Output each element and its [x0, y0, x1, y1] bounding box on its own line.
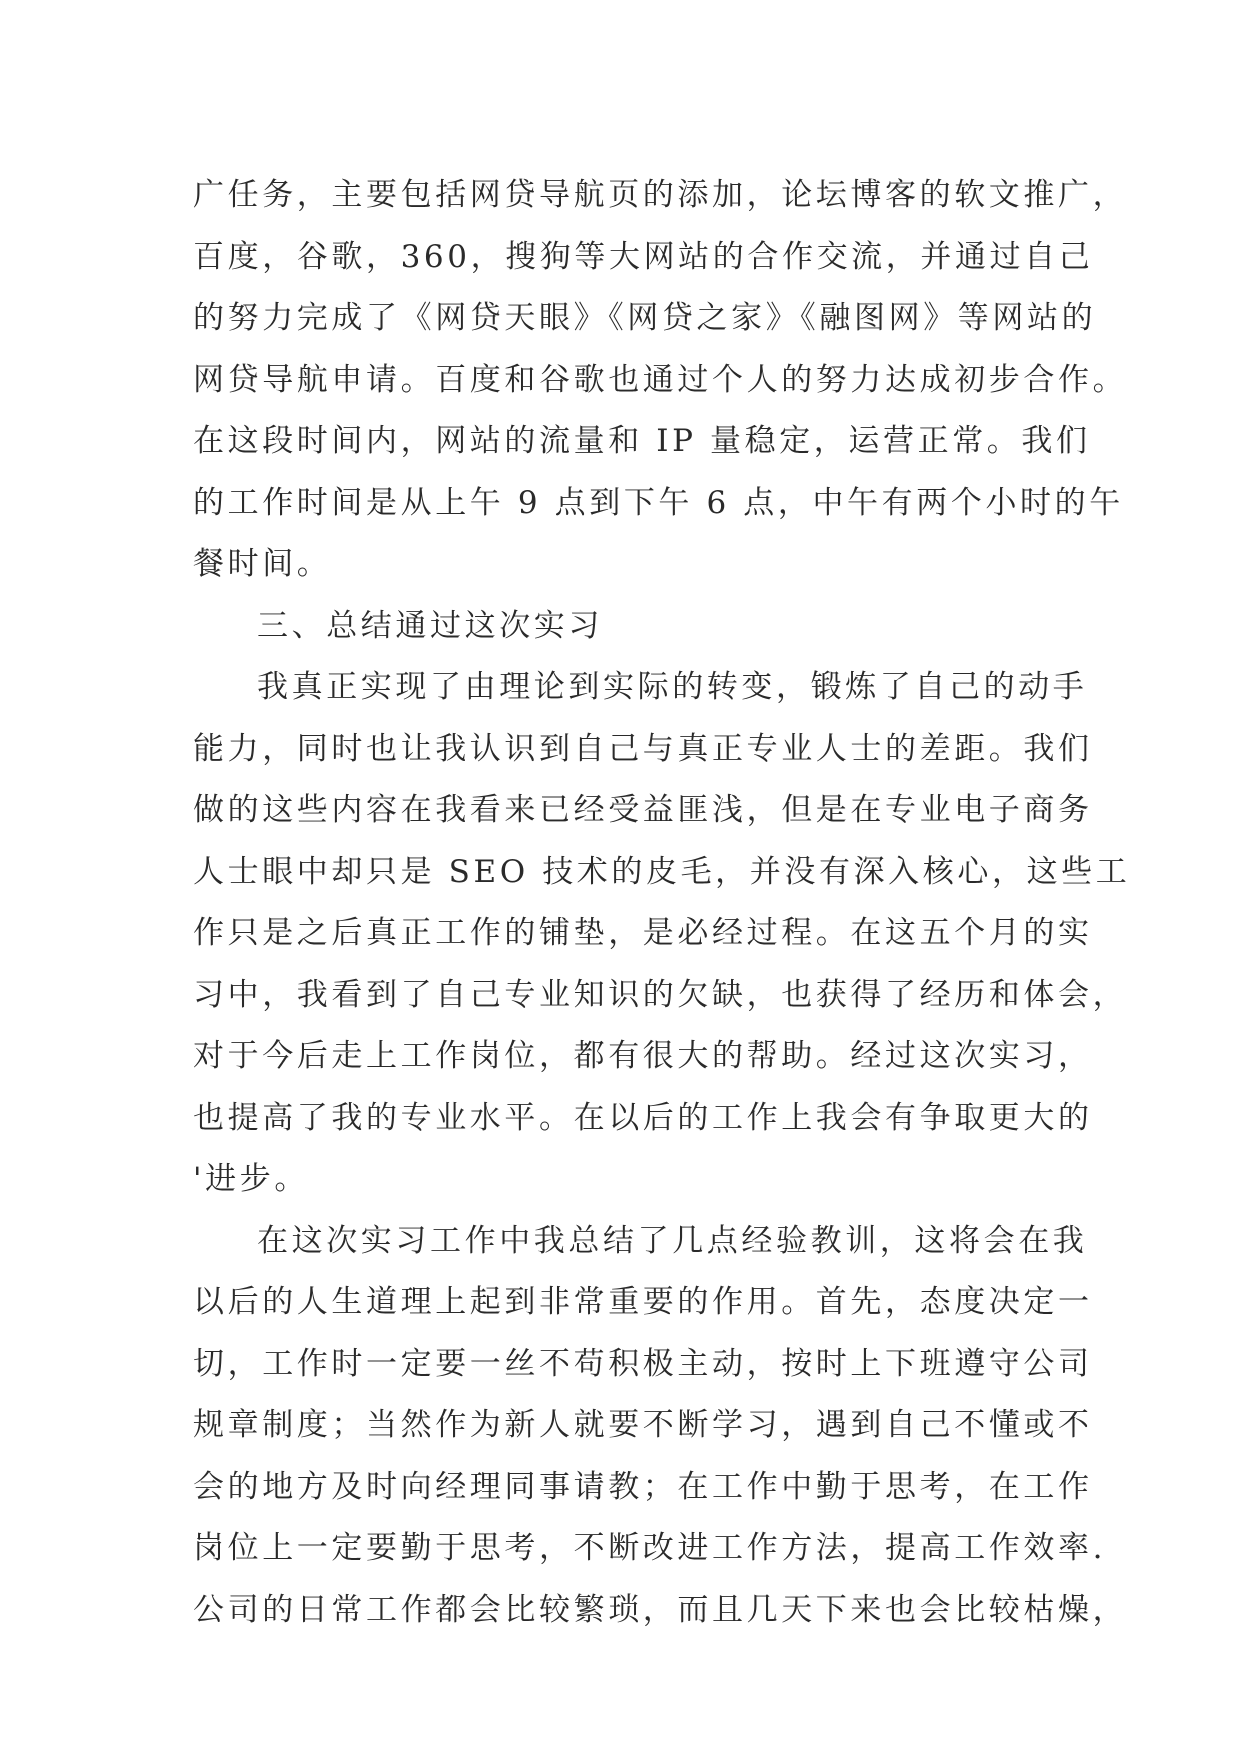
text-line: 会的地方及时向经理同事请教；在工作中勤于思考，在工作: [193, 1468, 1093, 1505]
text-line: 在这次实习工作中我总结了几点经验教训，这将会在我: [257, 1222, 1088, 1259]
text-line: 我真正实现了由理论到实际的转变，锻炼了自己的动手: [257, 669, 1088, 705]
text-line: 对于今后走上工作岗位，都有很大的帮助。经过这次实习，: [193, 1038, 1093, 1074]
text-line: 做的这些内容在我看来已经受益匪浅，但是在专业电子商务: [193, 792, 1093, 828]
text-line: 网贷导航申请。百度和谷歌也通过个人的努力达成初步合作。: [193, 361, 1128, 398]
text-line: '进步。: [193, 1161, 309, 1197]
document-body: [193, 165, 1131, 1641]
text-line: 以后的人生道理上起到非常重要的作用。首先，态度决定一: [193, 1284, 1093, 1320]
text-line: 的努力完成了《网贷天眼》《网贷之家》《融图网》等网站的: [193, 300, 1097, 336]
text-line: 切，工作时一定要一丝不苟积极主动，按时上下班遵守公司: [193, 1345, 1093, 1382]
text-line: 也提高了我的专业水平。在以后的工作上我会有争取更大的: [193, 1099, 1093, 1136]
section-heading: 三、总结通过这次实习: [257, 607, 603, 644]
text-line: 岗位上一定要勤于思考，不断改进工作方法，提高工作效率.: [193, 1530, 1107, 1566]
text-line: 规章制度；当然作为新人就要不断学习，遇到自己不懂或不: [193, 1407, 1093, 1443]
text-line: 作只是之后真正工作的铺垫，是必经过程。在这五个月的实: [193, 915, 1093, 951]
text-line: 的工作时间是从上午 9 点到下午 6 点，中午有两个小时的午: [193, 484, 1124, 521]
text-line: 能力，同时也让我认识到自己与真正专业人士的差距。我们: [193, 730, 1093, 767]
text-line: 百度，谷歌，360，搜狗等大网站的合作交流，并通过自己: [193, 238, 1094, 275]
text-line: 广任务，主要包括网贷导航页的添加，论坛博客的软文推广，: [193, 177, 1128, 213]
text-line: 习中，我看到了自己专业知识的欠缺，也获得了经历和体会，: [193, 976, 1128, 1013]
text-line: 公司的日常工作都会比较繁琐，而且几天下来也会比较枯燥，: [193, 1591, 1128, 1628]
text-line: 在这段时间内，网站的流量和 IP 量稳定，运营正常。我们: [193, 423, 1091, 459]
text-line: 餐时间。: [193, 546, 332, 582]
text-line: 人士眼中却只是 SEO 技术的皮毛，并没有深入核心，这些工: [193, 853, 1131, 890]
